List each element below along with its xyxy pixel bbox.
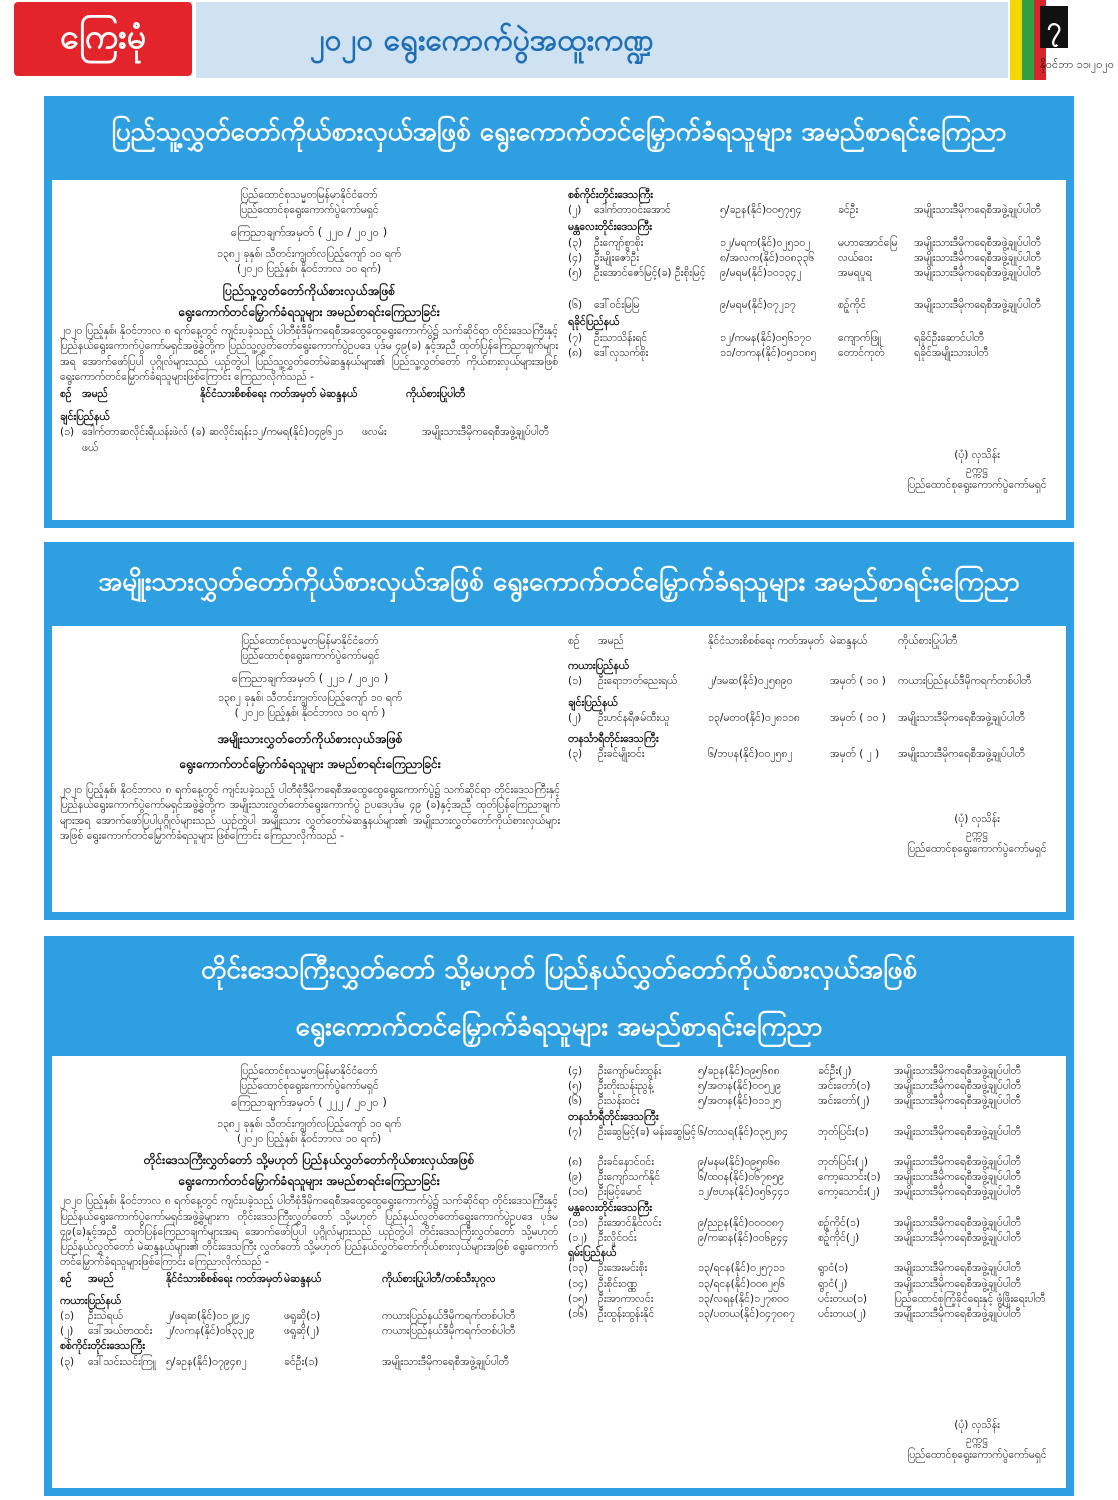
cell-nrc: ၁၃/ပတယ(နိုင်)၀၄၇၀၈၇	[698, 1308, 795, 1321]
cell-nrc: ၅/အတန(နိုင်)၀၁၁၂၅	[698, 1095, 781, 1108]
header-line: ( ၂၀၂၀ ပြည့်နှစ်၊ နိုဝင်ဘာလ ၁၀ ရက် )	[234, 707, 386, 720]
cell-no: (၁၁)	[568, 1216, 589, 1229]
cell-party: အမျိုးသားဒီမိုကရေစီအဖွဲ့ချုပ်ပါတီ	[894, 1065, 1021, 1077]
announcement-section-2	[44, 542, 1074, 920]
header-line: (၂၀၂၀ ပြည့်နှစ်၊ နိုဝင်ဘာလ ၁၀ ရက်)	[236, 263, 382, 276]
cell-name: ဦးအောင်ဇော်မြင့်(ခ) ဦးစိုးမြင့်	[594, 267, 706, 280]
table-row	[568, 203, 1058, 218]
cell-no: (၁၃)	[568, 1262, 589, 1275]
table-row	[60, 1355, 558, 1370]
table-row	[568, 1079, 1058, 1094]
signature-block	[892, 1418, 1062, 1464]
cell-no: (၂)	[568, 204, 582, 217]
header-line: ပြည်ထောင်စုသမ္မတမြန်မာနိုင်ငံတော်	[240, 189, 378, 201]
cell-name: ဦးအေးမင်းစိုး	[598, 1262, 648, 1275]
cell-nrc: ၅/အတန(နိုင်)၀၀၅၂၉	[698, 1080, 781, 1093]
cell-nrc: ၁၂/ဗဟန(နိုင်)၀၅၆၄၄၁	[698, 1186, 790, 1199]
cell-constituency: ခင်ဦး(၁)	[284, 1355, 319, 1368]
cell-nrc: ၂/လကန(နိုင်)၀၆၃၃၂၉	[166, 1325, 255, 1338]
cell-party: အမျိုးသားဒီမိုကရေစီအဖွဲ့ချုပ်ပါတီ	[914, 251, 1041, 264]
cell-constituency: အမှတ် ( ၁၀ )	[830, 675, 886, 688]
cell-no: (၇)	[568, 1125, 583, 1138]
cell-constituency: လယ်ဝေး	[838, 251, 873, 264]
region-heading: စစ်ကိုင်းတိုင်းဒေသကြီး	[60, 1340, 145, 1353]
cell-nrc: ၆/ထဝန(နိုင်)၀၆၇၈၅၉	[698, 1171, 784, 1184]
signatory-org: ပြည်ထောင်စုရွေးကောက်ပွဲကော်မရှင်	[907, 1449, 1047, 1462]
cell-name: ဦးအောင်နိုင်လင်း	[598, 1216, 662, 1229]
region-heading: ချင်းပြည်နယ်	[568, 696, 618, 709]
table-row	[60, 425, 558, 455]
cell-nrc: ၁၁/တကန(နိုင်)၀၅၁၁၈၅	[720, 346, 817, 359]
cell-party: အမျိုးသားဒီမိုကရေစီအဖွဲ့ချုပ်ပါတီ	[914, 204, 1041, 217]
announcement-number: ကြေညာချက်အမှတ် ( ၂၂၂ / ၂၀၂၀ )	[231, 1095, 387, 1110]
cell-constituency: ရွာငံ(၁)	[818, 1262, 849, 1275]
section-3-heading-line-1: တိုင်းဒေသကြီးလွှတ်တော် သို့မဟုတ် ပြည်နယ်လွှတ်တော်ကိုယ်စားလှယ်အဖြစ်	[201, 955, 917, 985]
cell-no: (၆)	[568, 1095, 583, 1108]
cell-nrc: ၉/ကဆန(နိုင်)၀၀၆၉၄၄	[698, 1231, 789, 1244]
cell-nrc: ၅/ခဥန(နိုင်)၀၀၅၇၅၄	[720, 204, 802, 217]
section-1-right-column	[568, 188, 1058, 361]
signature-block	[892, 448, 1062, 494]
cell-name: ဦးဟင်နရီဇမ်ထီးယူ	[598, 711, 670, 724]
cell-nrc: ၂/ဖရဆ(နိုင်)၀၁၂၉၂၄	[166, 1309, 251, 1322]
cell-no: (၁၆)	[568, 1308, 589, 1321]
cell-name: ဒေါ်သင်းသင်းကြူ	[88, 1355, 156, 1368]
signatory: (ပုံ) လှသိန်း	[954, 1419, 1000, 1431]
cell-constituency: ဖရူဆို(၂)	[284, 1325, 320, 1338]
cell-party: ရခိုင်ဦးဆောင်ပါတီ	[914, 331, 984, 344]
cell-name: ဒေါ်လှသက်စိုး	[594, 346, 649, 359]
signatory-title: ဥက္ကဋ္ဌ	[966, 828, 988, 841]
subtitle: အမျိုးသားလွှတ်တော်ကိုယ်စားလှယ်အဖြစ်	[217, 730, 403, 746]
cell-name: ဒေါ်အယ်ဗာထင်း	[88, 1325, 153, 1338]
cell-nrc: ၁၂/ကမန(နိုင်)၀၅၆၁၇၀	[720, 331, 812, 344]
cell-no: (၃)	[60, 1355, 75, 1368]
cell-name: ဦးဆွေမြင့်(ခ) မန်းဆွေမြင့်	[598, 1125, 697, 1138]
announcement-paragraph: ၂၀၂၀ ပြည့်နှစ်၊ နိုဝင်ဘာလ ၈ ရက်နေ့တွင် ကျင်းပခဲ့သည့် ပါတီစုံဒီမိုကရေစီအထွေထွေရွေးကောက်ပွဲ၌ သက်ဆိုင်ရာ တိုင်းဒေသကြီးနှင့် ပြည်နယ်ရွေးကောက်ပွဲကော်မရှင်အဖွဲ့ခွဲများက တိုင်းဒေသကြီးလွှတ်တော် သို့မဟုတ် ပြည်နယ်လွှတ်တော်ရွေးကောက်ပွဲဥပဒေ ပုဒ်မ ၄၉(ခ)နှင့်အညီ ထုတ်ပြန်ကြေညာချက်များအရ အောက်ဖော်ပြပါ ပုဂ္ဂိုလ်များသည် ယှဉ်တွဲပါ တိုင်းဒေသကြီးလွှတ်တော် သို့မဟုတ် ပြည်နယ်လွှတ်တော် မဲဆန္ဒနယ်များ၏ တိုင်းဒေသကြီး လွှတ်တော် သို့မဟုတ် ပြည်နယ်လွှတ်တော်ကိုယ်စားလှယ်များအဖြစ် ရွေးကောက်တင်မြှောက်ခံရသူများဖြစ်ကြောင်း ကြေညာလိုက်သည် -	[60, 1195, 558, 1269]
cell-party: အမျိုးသားဒီမိုကရေစီအဖွဲ့ချုပ်ပါတီ	[894, 1171, 1021, 1184]
cell-no: (၁၀)	[568, 1186, 589, 1199]
table-row	[568, 747, 1058, 762]
cell-party: အမျိုးသားဒီမိုကရေစီအဖွဲ့ချုပ်ပါတီ	[894, 1125, 1021, 1138]
cell-no: (၁၄)	[568, 1277, 589, 1290]
cell-nrc: ၅/ခဥန(နိုင်)၀၉၅၆၈၈	[698, 1065, 780, 1077]
page-number: ၇	[1040, 6, 1068, 48]
cell-no: (၆)	[568, 299, 583, 312]
cell-name: ဦးမျိုးဇော်ဦး	[594, 251, 640, 264]
announcement-number: ကြေညာချက်အမှတ် ( ၂၂၀ / ၂၀၂၀ )	[230, 225, 388, 240]
cell-party: အမျိုးသားဒီမိုကရေစီအဖွဲ့ချုပ်ပါတီ	[894, 1155, 1021, 1168]
cell-nrc: ၅/ခဥန(နိုင်)၀၇၉၄၈၂	[166, 1355, 247, 1368]
cell-nrc: ၈/အလက(နိုင်)၁၀၈၃၃၆	[720, 251, 815, 264]
cell-party: အမျိုးသားဒီမိုကရေစီအဖွဲ့ချုပ်ပါတီ	[894, 1095, 1021, 1108]
signatory-title: ဥက္ကဋ္ဌ	[966, 1434, 988, 1447]
cell-constituency: ကျောက်ဖြူ	[838, 331, 882, 344]
cell-name: ဒေါက်တာဆလိုင်းရီယန်းဖဲလ် (ခ) ဆလိုင်းရန်းဖယ်	[82, 426, 252, 454]
section-3-heading-line-2: ရွေးကောက်တင်မြှောက်ခံရသူများ အမည်စာရင်းကြေညာ	[295, 1012, 823, 1042]
cell-nrc: ၆/တသရ(နိုင်)၀၃၅၂၈၄	[698, 1125, 789, 1138]
cell-nrc: ၁၃/လရန(နိုင်)၁၂၇၈၀၀	[698, 1292, 789, 1305]
table-row	[568, 1292, 1058, 1307]
region-heading: တနင်္သာရီတိုင်းဒေသကြီး	[568, 733, 659, 746]
col-header: စဉ်	[60, 387, 72, 400]
cell-nrc: ၉/ညဥန(နိုင်)၀၀၀၀၈၇	[698, 1216, 784, 1229]
table-row	[568, 236, 1058, 251]
cell-party: အမျိုးသားဒီမိုကရေစီအဖွဲ့ချုပ်ပါတီ	[898, 711, 1025, 724]
table-row	[568, 1064, 1058, 1079]
header-line: ပြည်ထောင်စုရွေးကောက်ပွဲကော်မရှင်	[239, 204, 379, 217]
table-row	[568, 1277, 1058, 1292]
col-header: မဲဆန္ဒနယ်	[284, 1273, 322, 1286]
cell-no: (၅)	[568, 267, 583, 280]
signatory: (ပုံ) လှသိန်း	[954, 449, 1000, 461]
cell-nrc: ၁၃/မတဝ(နိုင်)၀၂၈၁၁၈	[708, 711, 800, 724]
cell-name: ဦးစိုင်းဝဏ္ဏ	[598, 1277, 638, 1290]
cell-constituency: အမှတ် ( ၁၀ )	[830, 711, 886, 724]
region-heading: မန္တလေးတိုင်းဒေသကြီး	[568, 221, 652, 234]
cell-no: (၁)	[568, 675, 583, 688]
cell-constituency: ဘုတ်ပြင်း(၂)	[818, 1155, 868, 1168]
cell-constituency: အင်းတော်(၁)	[818, 1080, 871, 1093]
cell-party: အမျိုးသားဒီမိုကရေစီအဖွဲ့ချုပ်ပါတီ	[894, 1308, 1021, 1321]
cell-constituency: ကော့သောင်း(၂)	[818, 1186, 880, 1199]
cell-no: (၇)	[568, 331, 583, 344]
cell-no: (၁၂)	[568, 1231, 588, 1244]
cell-party: အမျိုးသားဒီမိုကရေစီအဖွဲ့ချုပ်ပါတီ	[422, 426, 549, 439]
cell-name: ဦးတိုးသန်းညွန့်	[598, 1080, 654, 1093]
cell-name: ဦးသန်းဝင်း	[598, 1095, 640, 1108]
cell-name: ဦးခင်နောင်ဝင်း	[598, 1155, 654, 1168]
table-row	[60, 1309, 558, 1324]
cell-party: ကယားပြည်နယ်ဒီမိုကရက်တစ်ပါတီ	[382, 1309, 516, 1322]
region-heading: ရှမ်းပြည်နယ်	[568, 1247, 617, 1260]
col-header: မဲဆန္ဒနယ်	[830, 635, 868, 647]
cell-name: ဦးကျော်သက်နိုင်	[598, 1171, 661, 1184]
announcement-number: ကြေညာချက်အမှတ် ( ၂၂၁ / ၂၀၂၀ )	[231, 671, 389, 686]
cell-party: အမျိုးသားဒီမိုကရေစီအဖွဲ့ချုပ်ပါတီ	[914, 236, 1041, 249]
col-header: ကိုယ်စားပြုပါတီ	[898, 635, 958, 647]
table-row	[568, 1307, 1058, 1322]
cell-no: (၈)	[568, 346, 583, 359]
masthead	[0, 0, 1118, 80]
cell-constituency: အမှတ် ( ၂ )	[830, 748, 880, 761]
cell-constituency: ဘုတ်ပြင်း(၁)	[818, 1125, 869, 1138]
section-3-body	[52, 1056, 1066, 1488]
section-1-body	[52, 180, 1066, 520]
cell-no: (၄)	[568, 1065, 583, 1077]
cell-nrc: ၆/ဘပန(နိုင်)၀၀၂၅၈၂	[708, 748, 793, 761]
header-line: ပြည်ထောင်စုသမ္မတမြန်မာနိုင်ငံတော်	[241, 635, 379, 647]
table-row	[568, 266, 1058, 298]
header-line: ပြည်ထောင်စုရွေးကောက်ပွဲကော်မရှင်	[240, 650, 380, 663]
cell-nrc: ၁၃/ရငန(နိုင်)၀၂၅၇၁၁	[698, 1262, 785, 1275]
col-header: စဉ်	[60, 1273, 72, 1286]
cell-party: အမျိုးသားဒီမိုကရေစီအဖွဲ့ချုပ်ပါတီ	[894, 1231, 1021, 1244]
table-row	[568, 1261, 1058, 1276]
section-2-left-column	[60, 634, 560, 844]
region-heading: ကယားပြည်နယ်	[568, 660, 629, 673]
header-line: ပြည်ထောင်စုရွေးကောက်ပွဲကော်မရှင်	[239, 1080, 379, 1093]
cell-constituency: စဉ့်ကိုင်(၂)	[818, 1231, 860, 1244]
table-row	[568, 1155, 1058, 1170]
cell-party: အမျိုးသားဒီမိုကရေစီအဖွဲ့ချုပ်ပါတီ	[898, 748, 1025, 761]
cell-name: ဦးသဲရယ်	[88, 1309, 123, 1322]
table-row	[568, 711, 1058, 726]
cell-name: ဒေါ်ဝင်းမြမြ	[594, 299, 640, 312]
cell-constituency: စဉ့်ကိုင်	[838, 299, 866, 312]
cell-party: ကယားပြည်နယ်ဒီမိုကရက်တစ်ပါတီ	[898, 675, 1032, 688]
newspaper-logo: ကြေးမုံ	[14, 2, 192, 76]
cell-name: ဦးသာသိန်းရင်	[594, 331, 648, 344]
cell-name: ဦးကျော်စွာစိုး	[594, 236, 644, 249]
col-header: နိုင်ငံသားစိစစ်ရေး ကတ်အမှတ်	[708, 635, 825, 647]
cell-no: (၁)	[60, 426, 75, 439]
cell-nrc: ၉/မရမ(နိုင်)၀၇၂၁၇	[720, 299, 796, 312]
cell-constituency: ကော့သောင်း(၁)	[818, 1171, 881, 1184]
subtitle: တိုင်းဒေသကြီးလွှတ်တော် သို့မဟုတ် ပြည်နယ်လွှတ်တော်ကိုယ်စားလှယ်အဖြစ်	[143, 1152, 475, 1167]
cell-party: ပြည်ထောင်စုကြံ့ခိုင်ရေးနှင့် ဖွံ့ဖြိုးရေးပါတီ	[894, 1292, 1046, 1305]
issue-date: နိုဝင်ဘာ ၁၁၊၂၀၂၀	[1040, 58, 1114, 71]
region-heading: မန္တလေးတိုင်းဒေသကြီး	[568, 1201, 652, 1214]
cell-constituency: ခင်ဦး	[838, 204, 859, 217]
table-row	[568, 1185, 1058, 1200]
header-line: ၁၃၈၂ ခုနှစ်၊ သီတင်းကျွတ်လပြည့်ကျော် ၁၀ ရက်	[216, 1118, 402, 1131]
cell-name: ဦးကျော်မင်းထွန်း	[598, 1065, 662, 1077]
announcement-paragraph: ၂၀၂၀ ပြည့်နှစ်၊ နိုဝင်ဘာလ ၈ ရက်နေ့တွင် ကျင်းပခဲ့သည့် ပါတီစုံဒီမိုကရေစီအထွေထွေရွေးကောက်ပွဲ၌ သက်ဆိုင်ရာ တိုင်းဒေသကြီးနှင့် ပြည်နယ်ရွေးကောက်ပွဲကော်မရှင်အဖွဲ့ခွဲတို့က အမျိုးသားလွှတ်တော်ရွေးကောက်ပွဲ ဥပဒေပုဒ်မ ၄၉ (ခ)နှင့်အညီ ထုတ်ပြန်ကြေညာချက်များအရ အောက်ဖော်ပြပါပုဂ္ဂိုလ်များသည် ယှဉ်တွဲပါ အမျိုးသား လွှတ်တော်မဲဆန္ဒနယ်များ၏ အမျိုးသားလွှတ်တော်ကိုယ်စားလှယ်များအဖြစ် ရွေးကောက်တင်မြှောက်ခံရသူများ ဖြစ်ကြောင်း ကြေညာလိုက်သည် -	[60, 784, 560, 842]
cell-constituency: မဟာအောင်မြေ	[838, 236, 898, 249]
header-line: ၁၃၈၂ ခုနှစ်၊ သီတင်းကျွတ်လပြည့်ကျော် ၁၀ ရက်	[217, 692, 403, 705]
table-row	[568, 674, 1058, 689]
col-header: ကိုယ်စားပြုပါတီ/တစ်သီးပုဂ္ဂလ	[382, 1273, 496, 1286]
section-2-body	[52, 626, 1066, 912]
table-header	[60, 387, 558, 402]
col-header: အမည်	[598, 635, 624, 647]
cell-party: ရခိုင်အမျိုးသားပါတီ	[914, 346, 989, 359]
col-header: နိုင်ငံသားစိစစ်ရေး ကတ်အမှတ်	[200, 387, 317, 400]
cell-no: (၂)	[60, 1325, 74, 1338]
section-2-right-column	[568, 634, 1058, 763]
cell-no: (၃)	[568, 748, 583, 761]
cell-name: ဦးထွန်းထွန်းနိုင်	[598, 1308, 655, 1321]
cell-no: (၄)	[568, 251, 583, 264]
cell-no: (၃)	[568, 236, 583, 249]
cell-constituency: တောင်ကုတ်	[838, 346, 885, 359]
table-row	[568, 1216, 1058, 1231]
region-heading: ချင်းပြည်နယ်	[60, 411, 110, 424]
cell-party: အမျိုးသားဒီမိုကရေစီအဖွဲ့ချုပ်ပါတီ	[382, 1355, 509, 1368]
signatory-org: ပြည်ထောင်စုရွေးကောက်ပွဲကော်မရှင်	[907, 479, 1047, 492]
cell-nrc: ၁၃/ရငန(နိုင်)၀၀၈၂၅၆	[698, 1277, 785, 1290]
col-header: အမည်	[88, 1273, 114, 1286]
announcement-paragraph: ၂၀၂၀ ပြည့်နှစ်၊ နိုဝင်ဘာလ ၈ ရက်နေ့တွင် ကျင်းပခဲ့သည့် ပါတီစုံဒီမိုကရေစီအထွေထွေရွေးကောက်ပွဲ၌ သက်ဆိုင်ရာ တိုင်းဒေသကြီးနှင့် ပြည်နယ်ရွေးကောက်ပွဲကော်မရှင်အဖွဲ့ခွဲတို့က ပြည်သူ့လွှတ်တော်ရွေးကောက်ပွဲဥပဒေ ပုဒ်မ ၄၉(ခ) နှင့်အညီ ထုတ်ပြန်ကြေညာချက်များအရ အောက်ဖော်ပြပါ ပုဂ္ဂိုလ်များသည် ယှဉ်တွဲပါ ပြည်သူ့လွှတ်တော်မဲဆန္ဒနယ်များ၏ ပြည်သူ့လွှတ်တော် ကိုယ်စားလှယ်များအဖြစ် ရွေးကောက်တင်မြှောက်ခံရသူများဖြစ်ကြောင်း ကြေညာလိုက်သည် -	[60, 325, 558, 383]
cell-constituency: ရွာငံ(၂)	[818, 1277, 848, 1290]
cell-nrc: ၉/မနမ(နိုင်)၀၉၅၈၆၈	[698, 1155, 780, 1168]
table-row	[60, 1324, 558, 1339]
cell-constituency: ပင်းတယ(၁)	[818, 1292, 867, 1305]
header-line: ၁၃၈၂ ခုနှစ်၊ သီတင်းကျွတ်လပြည့်ကျော် ၁၀ ရက်	[216, 248, 402, 261]
table-row	[568, 1094, 1058, 1109]
cell-nrc: ၁၂/မရက(နိုင်)၀၂၅၁၀၂	[720, 236, 811, 249]
subtitle: ရွေးကောက်တင်မြှောက်ခံရသူများ အမည်စာရင်းကြေညာခြင်း	[179, 756, 441, 771]
subtitle: ရွေးကောက်တင်မြှောက်ခံရသူများ အမည်စာရင်းကြေညာခြင်း	[178, 1173, 440, 1188]
cell-name: ဦးခင်မျိုးဝင်း	[598, 748, 645, 761]
cell-no: (၂)	[568, 711, 582, 724]
signatory-title: ဥက္ကဋ္ဌ	[966, 464, 988, 477]
cell-no: (၁)	[60, 1309, 75, 1322]
cell-party: အမျိုးသားဒီမိုကရေစီအဖွဲ့ချုပ်ပါတီ	[894, 1262, 1021, 1275]
table-header	[568, 634, 1058, 649]
section-1-heading: ပြည်သူ့လွှတ်တော်ကိုယ်စားလှယ်အဖြစ် ရွေးကောက်တင်မြှောက်ခံရသူများ အမည်စာရင်းကြေညာ	[111, 117, 1007, 147]
table-row	[568, 1125, 1058, 1155]
header-line: (၂၀၂၀ ပြည့်နှစ်၊ နိုဝင်ဘာလ ၁၀ ရက်)	[236, 1133, 382, 1146]
cell-constituency: ခင်ဦး(၂)	[818, 1065, 852, 1077]
cell-party: အမျိုးသားဒီမိုကရေစီအဖွဲ့ချုပ်ပါတီ	[914, 299, 1041, 312]
col-header: မဲဆန္ဒနယ်	[320, 387, 358, 400]
col-header: ကိုယ်စားပြုပါတီ	[406, 387, 466, 400]
cell-name: ဦးရောဘတ်ညေးရယ်	[598, 675, 678, 688]
cell-no: (၈)	[568, 1155, 583, 1168]
cell-nrc: ၁၂/ကမရ(နိုင်)၀၄၉၆၂၁	[252, 426, 344, 439]
subtitle: ပြည်သူ့လွှတ်တော်ကိုယ်စားလှယ်အဖြစ်	[222, 282, 396, 298]
table-row	[568, 251, 1058, 266]
cell-no: (၅)	[568, 1080, 583, 1093]
signatory: (ပုံ) လှသိန်း	[954, 813, 1000, 825]
cell-party: အမျိုးသားဒီမိုကရေစီအဖွဲ့ချုပ်ပါတီ	[894, 1216, 1021, 1229]
cell-party: အမျိုးသားဒီမိုကရေစီအဖွဲ့ချုပ်ပါတီ	[894, 1080, 1021, 1093]
section-1-left-column	[60, 188, 558, 456]
subtitle: ရွေးကောက်တင်မြှောက်ခံရသူများ အမည်စာရင်းကြေညာခြင်း	[178, 304, 440, 319]
cell-name: ဦးမြင့်မောင်	[598, 1186, 642, 1199]
cell-nrc: ၂/ဒမဆ(နိုင်)၀၂၅၈၉၀	[708, 675, 793, 688]
cell-no: (၉)	[568, 1171, 583, 1184]
region-heading: ကယားပြည်နယ်	[60, 1294, 121, 1307]
col-header: နိုင်ငံသားစိစစ်ရေး ကတ်အမှတ်	[166, 1273, 283, 1286]
cell-no: (၁၅)	[568, 1292, 589, 1305]
section-3-left-column	[60, 1064, 558, 1370]
table-row	[568, 1170, 1058, 1185]
region-heading: တနင်္သာရီတိုင်းဒေသကြီး	[568, 1110, 659, 1123]
cell-name: ဒေါက်တာဝင်းအောင်	[594, 204, 671, 217]
cell-party: အမျိုးသားဒီမိုကရေစီအဖွဲ့ချုပ်ပါတီ	[894, 1277, 1021, 1290]
signatory-org: ပြည်ထောင်စုရွေးကောက်ပွဲကော်မရှင်	[907, 843, 1047, 856]
table-row	[568, 331, 1058, 346]
region-heading: ရခိုင်ပြည်နယ်	[568, 316, 620, 329]
cell-party: အမျိုးသားဒီမိုကရေစီအဖွဲ့ချုပ်ပါတီ	[894, 1186, 1021, 1199]
announcement-section-3	[44, 936, 1074, 1496]
cell-name: ဦးအာကာလင်း	[598, 1292, 654, 1305]
header-line: ပြည်ထောင်စုသမ္မတမြန်မာနိုင်ငံတော်	[240, 1065, 378, 1077]
cell-party: အမျိုးသားဒီမိုကရေစီအဖွဲ့ချုပ်ပါတီ	[914, 267, 1041, 280]
section-2-heading: အမျိုးသားလွှတ်တော်ကိုယ်စားလှယ်အဖြစ် ရွေးကောက်တင်မြှောက်ခံရသူများ အမည်စာရင်းကြေညာ	[98, 567, 1020, 597]
cell-constituency: ဖလမ်း	[362, 426, 387, 439]
cell-constituency: စဉ့်ကိုင်(၁)	[818, 1216, 860, 1229]
masthead-title: ၂၀၂၀ ရွေးကောက်ပွဲအထူးကဏ္ဍ	[310, 23, 654, 58]
table-row	[568, 298, 1058, 313]
announcement-section-1	[44, 96, 1074, 528]
col-header: အမည်	[82, 387, 108, 400]
table-row	[568, 346, 1058, 361]
cell-nrc: ၉/မရမ(နိုင်)၁၀၁၃၄၂	[720, 267, 802, 280]
cell-constituency: ပင်းတယ(၂)	[818, 1308, 867, 1321]
cell-name: ဦးလှိုင်ဝင်း	[598, 1231, 637, 1244]
table-row	[568, 1231, 1058, 1246]
col-header: စဉ်	[568, 635, 580, 647]
table-header	[60, 1272, 558, 1287]
cell-party: ကယားပြည်နယ်ဒီမိုကရက်တစ်ပါတီ	[382, 1325, 516, 1338]
region-heading: စစ်ကိုင်းတိုင်းဒေသကြီး	[568, 189, 653, 201]
cell-constituency: အမရပူရ	[838, 267, 872, 280]
cell-constituency: အင်းတော်(၂)	[818, 1095, 870, 1108]
signature-block	[892, 812, 1062, 858]
section-3-right-column	[568, 1064, 1058, 1322]
cell-constituency: ဖရူဆို(၁)	[284, 1309, 321, 1322]
